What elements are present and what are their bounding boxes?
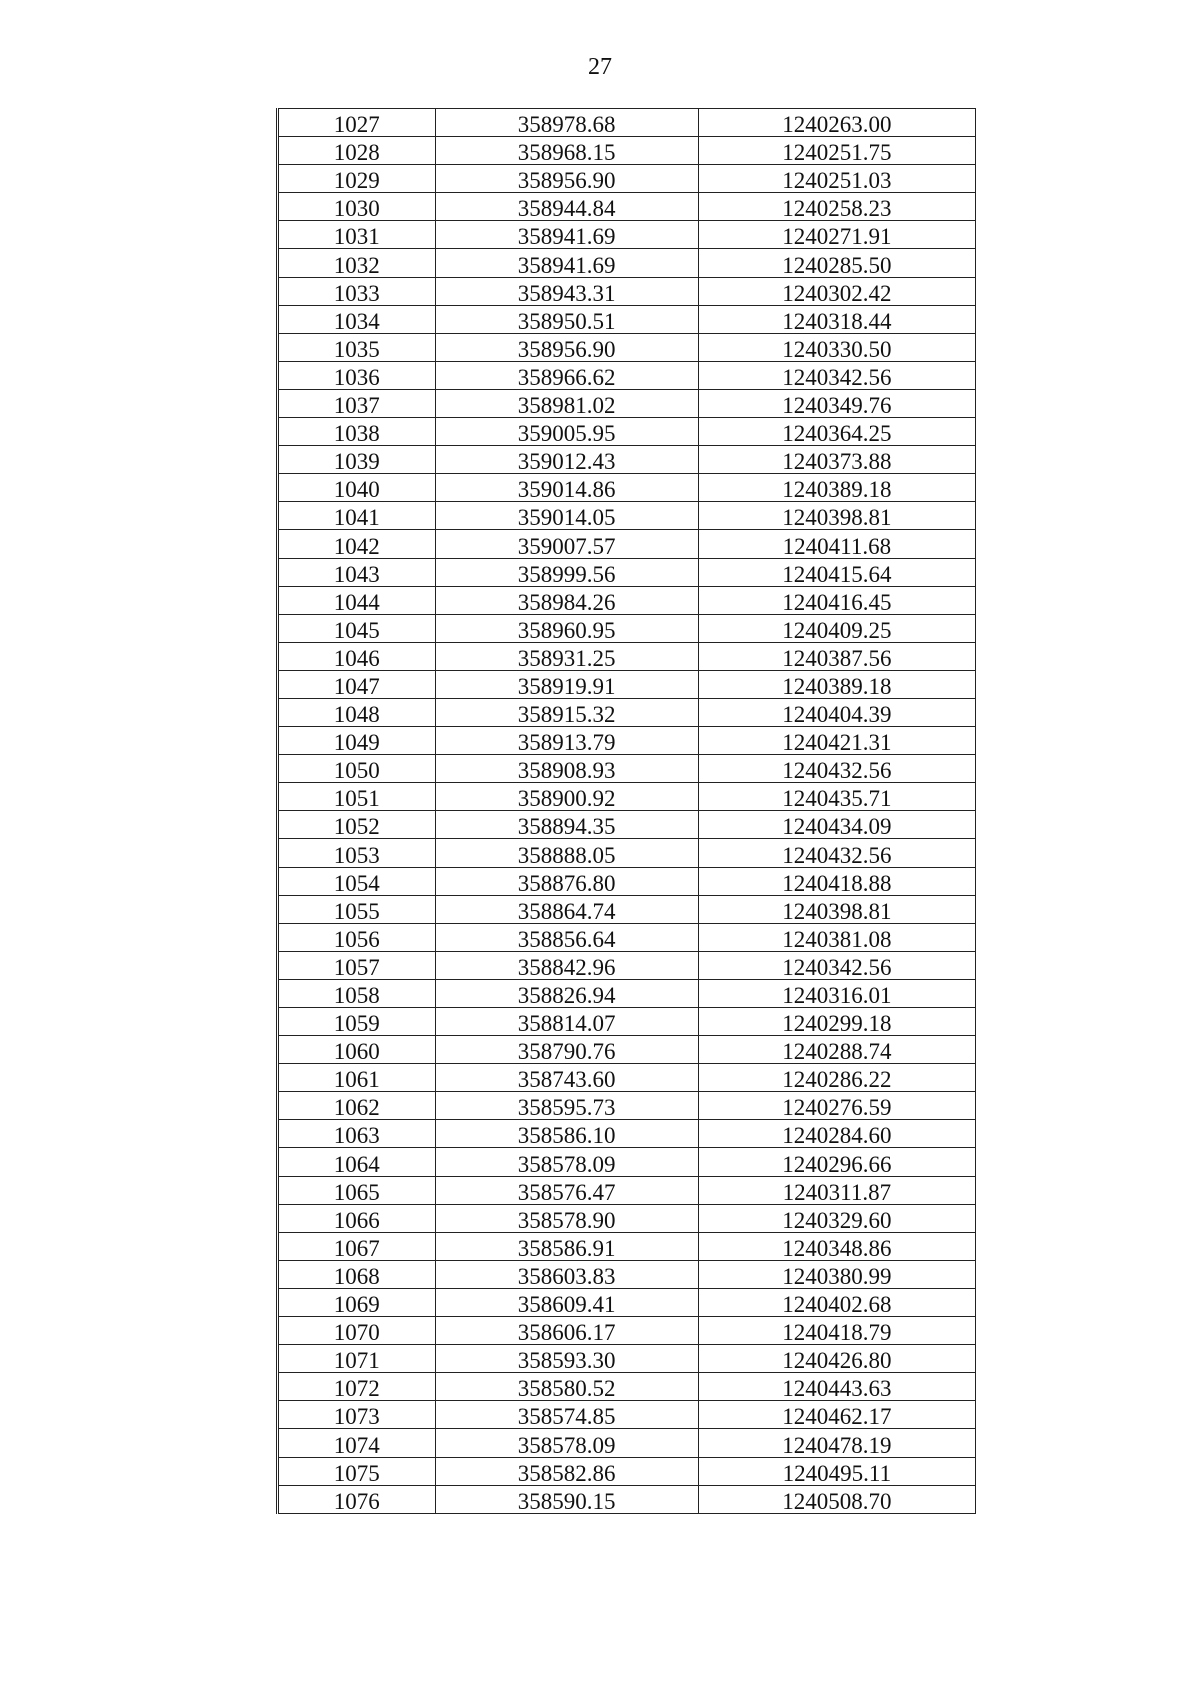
point-number-cell: 1036 (278, 361, 436, 389)
point-number-cell: 1055 (278, 895, 436, 923)
table-row (278, 109, 976, 137)
x-coordinate-cell: 358999.56 (435, 558, 698, 586)
point-number-cell: 1030 (278, 193, 436, 221)
x-coordinate-cell: 358586.91 (435, 1232, 698, 1260)
point-number-cell: 1052 (278, 811, 436, 839)
x-coordinate-cell: 358956.90 (435, 333, 698, 361)
y-coordinate-cell: 1240348.86 (698, 1232, 975, 1260)
point-number-cell: 1043 (278, 558, 436, 586)
point-number-cell: 1029 (278, 165, 436, 193)
y-coordinate-cell: 1240288.74 (698, 1036, 975, 1064)
table-row (278, 867, 976, 895)
point-number-cell: 1059 (278, 1008, 436, 1036)
y-coordinate-cell: 1240251.75 (698, 137, 975, 165)
point-number-cell: 1049 (278, 727, 436, 755)
table-row (278, 474, 976, 502)
point-number-cell: 1071 (278, 1345, 436, 1373)
table-row (278, 755, 976, 783)
table-row (278, 614, 976, 642)
x-coordinate-cell: 358578.90 (435, 1204, 698, 1232)
point-number-cell: 1070 (278, 1317, 436, 1345)
x-coordinate-cell: 358894.35 (435, 811, 698, 839)
y-coordinate-cell: 1240432.56 (698, 839, 975, 867)
table-row (278, 811, 976, 839)
y-coordinate-cell: 1240342.56 (698, 951, 975, 979)
x-coordinate-cell: 358814.07 (435, 1008, 698, 1036)
point-number-cell: 1068 (278, 1260, 436, 1288)
x-coordinate-cell: 358960.95 (435, 614, 698, 642)
x-coordinate-cell: 358908.93 (435, 755, 698, 783)
point-number-cell: 1027 (278, 109, 436, 137)
x-coordinate-cell: 358919.91 (435, 670, 698, 698)
y-coordinate-cell: 1240276.59 (698, 1092, 975, 1120)
point-number-cell: 1074 (278, 1429, 436, 1457)
y-coordinate-cell: 1240286.22 (698, 1064, 975, 1092)
x-coordinate-cell: 359014.86 (435, 474, 698, 502)
y-coordinate-cell: 1240349.76 (698, 389, 975, 417)
table-row (278, 1345, 976, 1373)
table-row (278, 642, 976, 670)
x-coordinate-cell: 358984.26 (435, 586, 698, 614)
y-coordinate-cell: 1240296.66 (698, 1148, 975, 1176)
table-row (278, 979, 976, 1007)
x-coordinate-cell: 358864.74 (435, 895, 698, 923)
point-number-cell: 1033 (278, 277, 436, 305)
x-coordinate-cell: 358790.76 (435, 1036, 698, 1064)
table-row (278, 277, 976, 305)
point-number-cell: 1073 (278, 1401, 436, 1429)
point-number-cell: 1050 (278, 755, 436, 783)
table-row (278, 1120, 976, 1148)
y-coordinate-cell: 1240478.19 (698, 1429, 975, 1457)
point-number-cell: 1044 (278, 586, 436, 614)
table-row (278, 923, 976, 951)
table-row (278, 1176, 976, 1204)
y-coordinate-cell: 1240373.88 (698, 446, 975, 474)
x-coordinate-cell: 358876.80 (435, 867, 698, 895)
table-row (278, 1008, 976, 1036)
y-coordinate-cell: 1240421.31 (698, 727, 975, 755)
page-number: 27 (588, 54, 612, 80)
point-number-cell: 1064 (278, 1148, 436, 1176)
point-number-cell: 1062 (278, 1092, 436, 1120)
table-row (278, 530, 976, 558)
y-coordinate-cell: 1240318.44 (698, 305, 975, 333)
x-coordinate-cell: 358743.60 (435, 1064, 698, 1092)
table-row (278, 165, 976, 193)
table-row (278, 1401, 976, 1429)
y-coordinate-cell: 1240302.42 (698, 277, 975, 305)
x-coordinate-cell: 358595.73 (435, 1092, 698, 1120)
table-row (278, 1148, 976, 1176)
y-coordinate-cell: 1240258.23 (698, 193, 975, 221)
table-row (278, 361, 976, 389)
x-coordinate-cell: 359014.05 (435, 502, 698, 530)
table-row (278, 137, 976, 165)
y-coordinate-cell: 1240426.80 (698, 1345, 975, 1373)
x-coordinate-cell: 358981.02 (435, 389, 698, 417)
x-coordinate-cell: 358900.92 (435, 783, 698, 811)
y-coordinate-cell: 1240416.45 (698, 586, 975, 614)
y-coordinate-cell: 1240443.63 (698, 1373, 975, 1401)
table-row (278, 221, 976, 249)
y-coordinate-cell: 1240432.56 (698, 755, 975, 783)
x-coordinate-cell: 358943.31 (435, 277, 698, 305)
y-coordinate-cell: 1240263.00 (698, 109, 975, 137)
y-coordinate-cell: 1240364.25 (698, 418, 975, 446)
y-coordinate-cell: 1240316.01 (698, 979, 975, 1007)
table-row (278, 193, 976, 221)
x-coordinate-cell: 358578.09 (435, 1429, 698, 1457)
table-row (278, 670, 976, 698)
point-number-cell: 1056 (278, 923, 436, 951)
x-coordinate-cell: 358968.15 (435, 137, 698, 165)
point-number-cell: 1040 (278, 474, 436, 502)
table-row (278, 727, 976, 755)
x-coordinate-cell: 359012.43 (435, 446, 698, 474)
x-coordinate-cell: 358580.52 (435, 1373, 698, 1401)
point-number-cell: 1054 (278, 867, 436, 895)
table-row (278, 558, 976, 586)
y-coordinate-cell: 1240462.17 (698, 1401, 975, 1429)
table-row (278, 502, 976, 530)
x-coordinate-cell: 359007.57 (435, 530, 698, 558)
x-coordinate-cell: 358576.47 (435, 1176, 698, 1204)
point-number-cell: 1057 (278, 951, 436, 979)
y-coordinate-cell: 1240508.70 (698, 1485, 975, 1513)
x-coordinate-cell: 358603.83 (435, 1260, 698, 1288)
y-coordinate-cell: 1240381.08 (698, 923, 975, 951)
y-coordinate-cell: 1240285.50 (698, 249, 975, 277)
table-row (278, 895, 976, 923)
table-row (278, 586, 976, 614)
x-coordinate-cell: 358590.15 (435, 1485, 698, 1513)
y-coordinate-cell: 1240380.99 (698, 1260, 975, 1288)
table-row (278, 1373, 976, 1401)
point-number-cell: 1034 (278, 305, 436, 333)
point-number-cell: 1051 (278, 783, 436, 811)
y-coordinate-cell: 1240389.18 (698, 670, 975, 698)
point-number-cell: 1053 (278, 839, 436, 867)
x-coordinate-cell: 358944.84 (435, 193, 698, 221)
point-number-cell: 1031 (278, 221, 436, 249)
x-coordinate-cell: 358574.85 (435, 1401, 698, 1429)
y-coordinate-cell: 1240418.79 (698, 1317, 975, 1345)
x-coordinate-cell: 359005.95 (435, 418, 698, 446)
table-row (278, 446, 976, 474)
x-coordinate-cell: 358941.69 (435, 249, 698, 277)
point-number-cell: 1063 (278, 1120, 436, 1148)
point-number-cell: 1041 (278, 502, 436, 530)
y-coordinate-cell: 1240251.03 (698, 165, 975, 193)
point-number-cell: 1032 (278, 249, 436, 277)
table-row (278, 1288, 976, 1316)
x-coordinate-cell: 358931.25 (435, 642, 698, 670)
table-row (278, 305, 976, 333)
y-coordinate-cell: 1240415.64 (698, 558, 975, 586)
x-coordinate-cell: 358888.05 (435, 839, 698, 867)
point-number-cell: 1058 (278, 979, 436, 1007)
point-number-cell: 1035 (278, 333, 436, 361)
y-coordinate-cell: 1240299.18 (698, 1008, 975, 1036)
y-coordinate-cell: 1240418.88 (698, 867, 975, 895)
table-row (278, 389, 976, 417)
y-coordinate-cell: 1240398.81 (698, 895, 975, 923)
table-row (278, 698, 976, 726)
x-coordinate-cell: 358956.90 (435, 165, 698, 193)
point-number-cell: 1061 (278, 1064, 436, 1092)
point-number-cell: 1065 (278, 1176, 436, 1204)
x-coordinate-cell: 358606.17 (435, 1317, 698, 1345)
table-row (278, 1260, 976, 1288)
y-coordinate-cell: 1240311.87 (698, 1176, 975, 1204)
table-row (278, 249, 976, 277)
x-coordinate-cell: 358578.09 (435, 1148, 698, 1176)
point-number-cell: 1076 (278, 1485, 436, 1513)
point-number-cell: 1069 (278, 1288, 436, 1316)
point-number-cell: 1066 (278, 1204, 436, 1232)
point-number-cell: 1045 (278, 614, 436, 642)
y-coordinate-cell: 1240409.25 (698, 614, 975, 642)
point-number-cell: 1028 (278, 137, 436, 165)
table-row (278, 783, 976, 811)
x-coordinate-cell: 358915.32 (435, 698, 698, 726)
table-row (278, 1429, 976, 1457)
table-row (278, 1457, 976, 1485)
point-number-cell: 1048 (278, 698, 436, 726)
x-coordinate-cell: 358941.69 (435, 221, 698, 249)
y-coordinate-cell: 1240495.11 (698, 1457, 975, 1485)
y-coordinate-cell: 1240402.68 (698, 1288, 975, 1316)
table-row (278, 951, 976, 979)
point-number-cell: 1039 (278, 446, 436, 474)
y-coordinate-cell: 1240434.09 (698, 811, 975, 839)
point-number-cell: 1038 (278, 418, 436, 446)
table-row (278, 1036, 976, 1064)
x-coordinate-cell: 358826.94 (435, 979, 698, 1007)
table-row (278, 839, 976, 867)
point-number-cell: 1075 (278, 1457, 436, 1485)
y-coordinate-cell: 1240284.60 (698, 1120, 975, 1148)
x-coordinate-cell: 358582.86 (435, 1457, 698, 1485)
point-number-cell: 1060 (278, 1036, 436, 1064)
x-coordinate-cell: 358978.68 (435, 109, 698, 137)
y-coordinate-cell: 1240271.91 (698, 221, 975, 249)
y-coordinate-cell: 1240435.71 (698, 783, 975, 811)
table-row (278, 1232, 976, 1260)
y-coordinate-cell: 1240389.18 (698, 474, 975, 502)
coordinates-table (276, 108, 976, 1514)
table-row (278, 1064, 976, 1092)
point-number-cell: 1072 (278, 1373, 436, 1401)
y-coordinate-cell: 1240342.56 (698, 361, 975, 389)
y-coordinate-cell: 1240387.56 (698, 642, 975, 670)
x-coordinate-cell: 358856.64 (435, 923, 698, 951)
table-row (278, 333, 976, 361)
table-row (278, 1317, 976, 1345)
table-row (278, 418, 976, 446)
table-row (278, 1204, 976, 1232)
x-coordinate-cell: 358586.10 (435, 1120, 698, 1148)
x-coordinate-cell: 358966.62 (435, 361, 698, 389)
x-coordinate-cell: 358593.30 (435, 1345, 698, 1373)
point-number-cell: 1047 (278, 670, 436, 698)
point-number-cell: 1037 (278, 389, 436, 417)
y-coordinate-cell: 1240398.81 (698, 502, 975, 530)
x-coordinate-cell: 358609.41 (435, 1288, 698, 1316)
x-coordinate-cell: 358842.96 (435, 951, 698, 979)
x-coordinate-cell: 358913.79 (435, 727, 698, 755)
coordinates-table-body (278, 109, 976, 1514)
x-coordinate-cell: 358950.51 (435, 305, 698, 333)
y-coordinate-cell: 1240404.39 (698, 698, 975, 726)
table-row (278, 1485, 976, 1513)
point-number-cell: 1042 (278, 530, 436, 558)
point-number-cell: 1067 (278, 1232, 436, 1260)
y-coordinate-cell: 1240329.60 (698, 1204, 975, 1232)
y-coordinate-cell: 1240411.68 (698, 530, 975, 558)
table-row (278, 1092, 976, 1120)
y-coordinate-cell: 1240330.50 (698, 333, 975, 361)
point-number-cell: 1046 (278, 642, 436, 670)
